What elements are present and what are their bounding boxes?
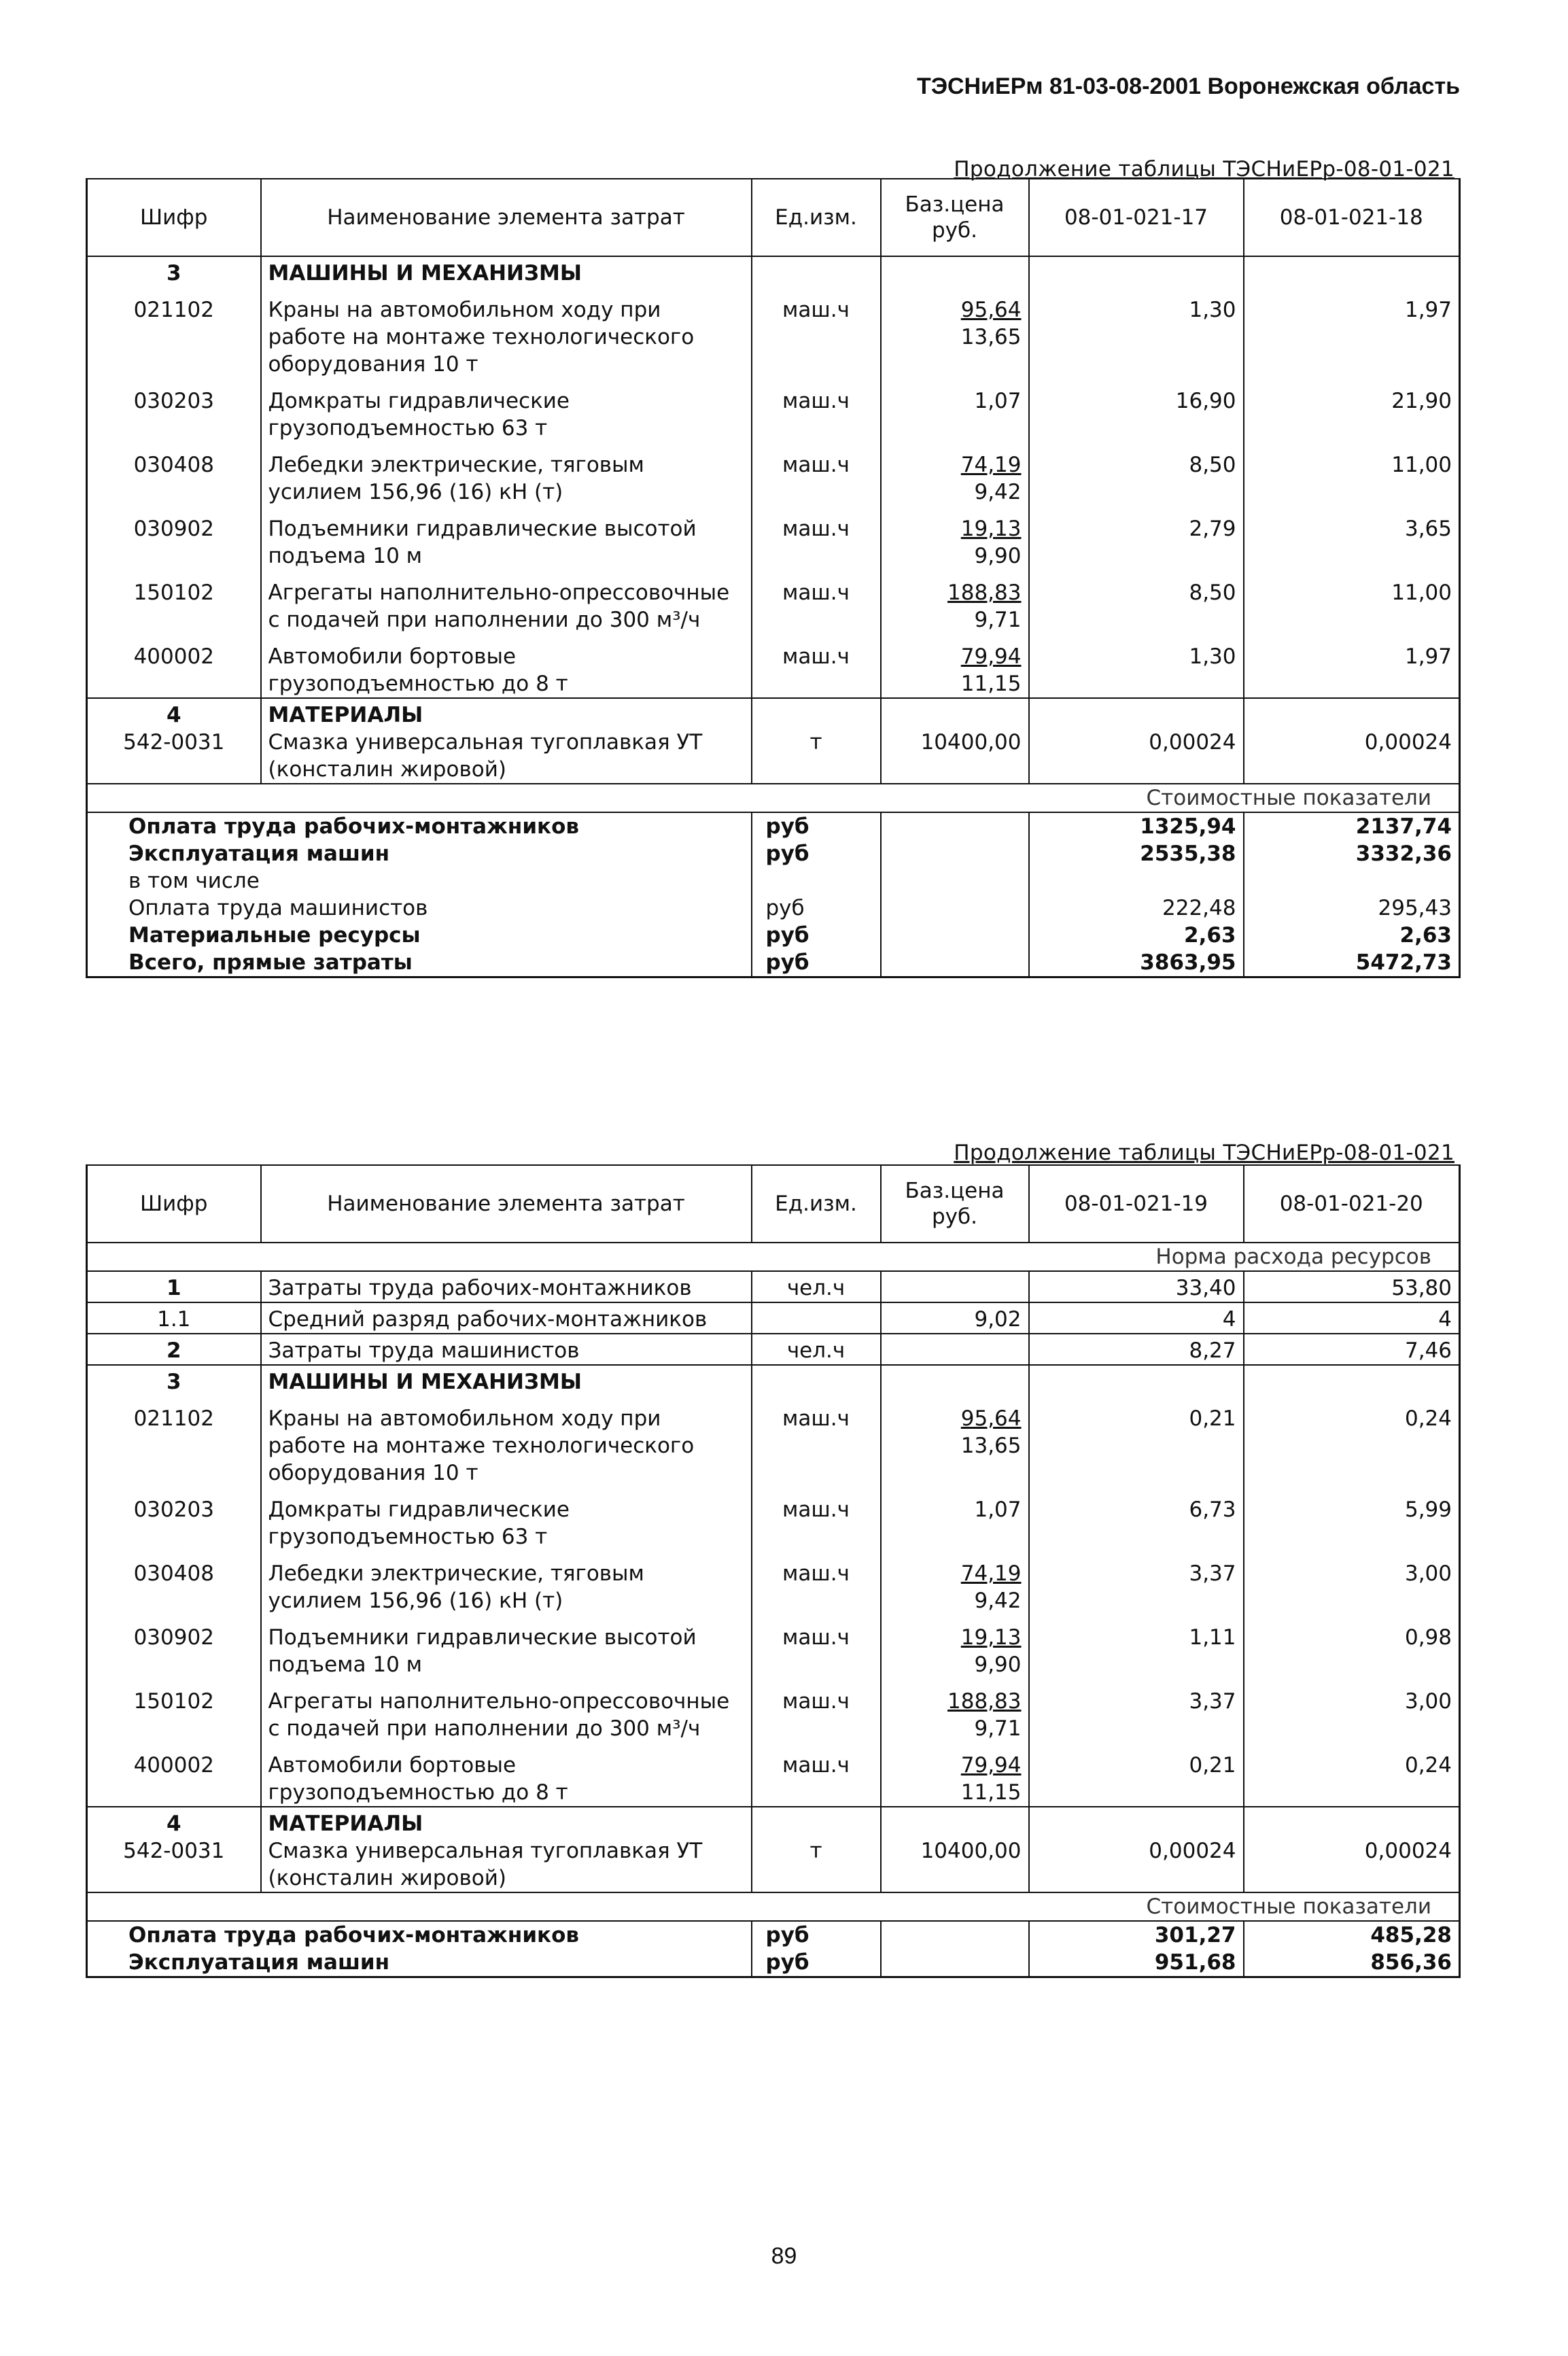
row-name: Затраты труда рабочих-монтажников [261,1271,752,1302]
price-secondary: 13,65 [960,325,1022,349]
cost-band-label: Стоимостные показатели [87,1892,1460,1921]
row-value-a: 33,40 [1029,1271,1244,1302]
row-price: 9,02 [881,1302,1029,1334]
section-title: МАТЕРИАЛЫ [261,1807,752,1837]
section-header [87,698,1460,729]
row-code: 542-0031 [87,729,261,784]
summary-unit: руб [752,949,881,977]
summary-value-a: 2535,38 [1029,840,1244,867]
row-value-b: 11,00 [1244,442,1460,506]
empty-cell [881,1949,1029,1977]
row-value-a: 4 [1029,1302,1244,1334]
labor-row [87,1271,1460,1302]
row-unit: маш.ч [752,1678,881,1742]
section-title: МАТЕРИАЛЫ [261,698,752,729]
row-value-b: 3,00 [1244,1551,1460,1614]
empty-cell [752,1807,881,1837]
column-header-b: 08-01-021-20 [1244,1165,1460,1243]
empty-cell [1029,256,1244,287]
row-name: Автомобили бортовые грузоподъемностью до 8 т [261,634,752,698]
cost-band [87,784,1460,812]
row-value-b: 21,90 [1244,378,1460,442]
row-price: 10400,00 [881,729,1029,784]
summary-row [87,1921,1460,1949]
summary-unit: руб [752,840,881,867]
empty-cell [881,949,1029,977]
summary-unit: руб [752,1921,881,1949]
column-header-price: Баз.цена руб. [881,179,1029,256]
summary-label: Материальные ресурсы [87,922,752,949]
row-code: 021102 [87,1396,261,1487]
column-header-price: Баз.цена руб. [881,1165,1029,1243]
row-name: Подъемники гидравлические высотой подъема 10 м [261,506,752,570]
machine-row [87,442,1460,506]
summary-value-b: 5472,73 [1244,949,1460,977]
machine-row [87,634,1460,698]
row-price: 10400,00 [881,1837,1029,1892]
column-header-name: Наименование элемента затрат [261,1165,752,1243]
material-row [87,1837,1460,1892]
row-value-a: 16,90 [1029,378,1244,442]
row-name: Автомобили бортовые грузоподъемностью до 8 т [261,1742,752,1807]
summary-value-b [1244,867,1460,895]
machine-row [87,1678,1460,1742]
summary-row [87,922,1460,949]
summary-row [87,812,1460,840]
empty-cell [1244,1807,1460,1837]
row-value-a: 1,11 [1029,1614,1244,1678]
empty-cell [881,922,1029,949]
empty-cell [1029,1807,1244,1837]
row-value-b: 11,00 [1244,570,1460,634]
column-header-unit: Ед.изм. [752,1165,881,1243]
price-secondary: 11,15 [960,672,1022,696]
row-value-b: 5,99 [1244,1487,1460,1551]
row-code: 150102 [87,570,261,634]
empty-cell [1244,698,1460,729]
cost-band [87,1892,1460,1921]
row-value-b: 1,97 [1244,634,1460,698]
section-header [87,1365,1460,1396]
labor-row [87,1334,1460,1365]
section-header [87,1807,1460,1837]
row-code: 400002 [87,1742,261,1807]
price-value: 79,94 [960,644,1022,669]
price-secondary: 9,71 [974,1716,1022,1741]
empty-cell [881,840,1029,867]
row-value-a: 1,30 [1029,287,1244,378]
price-value: 95,64 [960,298,1022,322]
empty-cell [881,867,1029,895]
row-unit: чел.ч [752,1334,881,1365]
row-name: Подъемники гидравлические высотой подъема 10 м [261,1614,752,1678]
price-value: 188,83 [947,581,1022,605]
row-value-a: 0,00024 [1029,1837,1244,1892]
price-cell [881,1614,1029,1678]
summary-value-a [1029,867,1244,895]
row-name: Смазка универсальная тугоплавкая УТ (консталин жировой) [261,729,752,784]
price-secondary: 9,71 [974,608,1022,632]
summary-unit: руб [752,895,881,922]
row-code: 1 [87,1271,261,1302]
row-value-a: 0,21 [1029,1742,1244,1807]
column-header-b: 08-01-021-18 [1244,179,1460,256]
empty-cell [752,698,881,729]
empty-cell [752,256,881,287]
section-title: МАШИНЫ И МЕХАНИЗМЫ [261,1365,752,1396]
row-value-b: 0,98 [1244,1614,1460,1678]
empty-cell [881,1921,1029,1949]
labor-row [87,1302,1460,1334]
machine-row [87,570,1460,634]
column-header-code: Шифр [87,179,261,256]
machine-row [87,1487,1460,1551]
row-value-b: 4 [1244,1302,1460,1334]
row-name: Краны на автомобильном ходу при работе на монтаже технологического оборудования 10 т [261,287,752,378]
resource-table-2 [86,1164,1461,1978]
section-header [87,256,1460,287]
column-header-unit: Ед.изм. [752,179,881,256]
row-unit: маш.ч [752,570,881,634]
machine-row [87,1742,1460,1807]
summary-row [87,1949,1460,1977]
row-code: 030408 [87,1551,261,1614]
summary-value-b: 856,36 [1244,1949,1460,1977]
page-number: 89 [771,2243,797,2269]
empty-cell [752,1365,881,1396]
price-value: 1,07 [974,389,1022,413]
price-cell [881,1396,1029,1487]
price-cell [881,287,1029,378]
row-name: Агрегаты наполнительно-опрессовочные с подачей при наполнении до 300 м³/ч [261,1678,752,1742]
price-value: 19,13 [960,517,1022,541]
price-cell [881,442,1029,506]
row-value-a: 1,30 [1029,634,1244,698]
row-unit: маш.ч [752,1396,881,1487]
summary-unit: руб [752,812,881,840]
row-unit: маш.ч [752,287,881,378]
row-unit: маш.ч [752,1487,881,1551]
row-code: 030203 [87,378,261,442]
row-code: 150102 [87,1678,261,1742]
column-header-a: 08-01-021-17 [1029,179,1244,256]
price-cell [881,634,1029,698]
price-cell [881,570,1029,634]
price-secondary: 9,90 [974,1652,1022,1677]
row-code: 1.1 [87,1302,261,1334]
row-value-a: 0,21 [1029,1396,1244,1487]
summary-label: в том числе [87,867,752,895]
section-title: МАШИНЫ И МЕХАНИЗМЫ [261,256,752,287]
table-header [87,179,1460,256]
row-code: 030902 [87,1614,261,1678]
row-value-b: 0,24 [1244,1742,1460,1807]
norm-band-label: Норма расхода ресурсов [87,1243,1460,1271]
machine-row [87,506,1460,570]
row-value-b: 53,80 [1244,1271,1460,1302]
empty-cell [1244,1365,1460,1396]
empty-cell [1244,256,1460,287]
empty-cell [881,256,1029,287]
row-value-b: 3,00 [1244,1678,1460,1742]
machine-row [87,1614,1460,1678]
row-code: 030902 [87,506,261,570]
row-value-a: 8,50 [1029,442,1244,506]
empty-cell [881,698,1029,729]
section-code: 3 [87,256,261,287]
summary-value-a: 2,63 [1029,922,1244,949]
machine-row [87,378,1460,442]
summary-label: Эксплуатация машин [87,840,752,867]
price-secondary: 9,90 [974,544,1022,568]
row-unit: маш.ч [752,1742,881,1807]
price-cell [881,1551,1029,1614]
row-value-a: 8,50 [1029,570,1244,634]
row-name: Краны на автомобильном ходу при работе на монтаже технологического оборудования 10 т [261,1396,752,1487]
row-unit: маш.ч [752,1551,881,1614]
machine-row [87,287,1460,378]
summary-row [87,840,1460,867]
price-value: 79,94 [960,1753,1022,1778]
empty-cell [881,1365,1029,1396]
row-code: 400002 [87,634,261,698]
row-value-a: 3,37 [1029,1551,1244,1614]
price-value: 1,07 [974,1497,1022,1522]
summary-value-b: 2,63 [1244,922,1460,949]
summary-label: Оплата труда рабочих-монтажников [87,1921,752,1949]
row-code: 030203 [87,1487,261,1551]
empty-cell [881,895,1029,922]
resource-table-1 [86,178,1461,978]
summary-unit [752,867,881,895]
cost-band-label: Стоимостные показатели [87,784,1460,812]
summary-value-b: 2137,74 [1244,812,1460,840]
row-value-b: 3,65 [1244,506,1460,570]
row-name: Затраты труда машинистов [261,1334,752,1365]
summary-value-a: 951,68 [1029,1949,1244,1977]
row-unit: маш.ч [752,378,881,442]
price-cell [881,506,1029,570]
row-unit: чел.ч [752,1271,881,1302]
row-value-b: 0,00024 [1244,729,1460,784]
price-secondary: 11,15 [960,1780,1022,1805]
row-value-b: 1,97 [1244,287,1460,378]
price-secondary: 13,65 [960,1434,1022,1458]
row-name: Лебедки электрические, тяговым усилием 156,96 (16) кН (т) [261,442,752,506]
row-unit: маш.ч [752,442,881,506]
row-name: Лебедки электрические, тяговым усилием 156,96 (16) кН (т) [261,1551,752,1614]
row-value-b: 7,46 [1244,1334,1460,1365]
section-code: 3 [87,1365,261,1396]
price-cell [881,1742,1029,1807]
column-header-name: Наименование элемента затрат [261,179,752,256]
row-name: Домкраты гидравлические грузоподъемностью 63 т [261,1487,752,1551]
summary-label: Оплата труда рабочих-монтажников [87,812,752,840]
column-header-a: 08-01-021-19 [1029,1165,1244,1243]
machine-row [87,1551,1460,1614]
summary-unit: руб [752,1949,881,1977]
table1-caption: Продолжение таблицы ТЭСНиЕРр-08-01-021 [954,157,1454,181]
empty-cell [881,1807,1029,1837]
table2-caption: Продолжение таблицы ТЭСНиЕРр-08-01-021 [954,1141,1454,1165]
row-unit: т [752,1837,881,1892]
row-code: 542-0031 [87,1837,261,1892]
machine-row [87,1396,1460,1487]
row-unit: маш.ч [752,634,881,698]
summary-row [87,895,1460,922]
summary-value-a: 301,27 [1029,1921,1244,1949]
summary-unit: руб [752,922,881,949]
document-header: ТЭСНиЕРм 81-03-08-2001 Воронежская область [917,73,1460,99]
row-value-a: 6,73 [1029,1487,1244,1551]
price-secondary: 9,42 [974,480,1022,504]
summary-row [87,867,1460,895]
price-secondary: 9,42 [974,1589,1022,1613]
price-value: 95,64 [960,1406,1022,1431]
price-value: 188,83 [947,1689,1022,1714]
summary-label: Оплата труда машинистов [87,895,752,922]
summary-value-a: 222,48 [1029,895,1244,922]
summary-value-b: 485,28 [1244,1921,1460,1949]
summary-label: Всего, прямые затраты [87,949,752,977]
row-code: 2 [87,1334,261,1365]
price-cell [881,1487,1029,1551]
section-code: 4 [87,1807,261,1837]
row-value-a: 0,00024 [1029,729,1244,784]
column-header-code: Шифр [87,1165,261,1243]
summary-label: Эксплуатация машин [87,1949,752,1977]
row-unit: маш.ч [752,506,881,570]
summary-value-b: 295,43 [1244,895,1460,922]
empty-cell [881,812,1029,840]
row-value-a: 8,27 [1029,1334,1244,1365]
row-unit [752,1302,881,1334]
row-name: Смазка универсальная тугоплавкая УТ (консталин жировой) [261,1837,752,1892]
table-header [87,1165,1460,1243]
empty-cell [1029,698,1244,729]
row-value-a: 3,37 [1029,1678,1244,1742]
row-value-b: 0,24 [1244,1396,1460,1487]
price-value: 74,19 [960,1561,1022,1586]
row-name: Средний разряд рабочих-монтажников [261,1302,752,1334]
row-price [881,1334,1029,1365]
row-unit: т [752,729,881,784]
row-unit: маш.ч [752,1614,881,1678]
section-code: 4 [87,698,261,729]
summary-value-a: 1325,94 [1029,812,1244,840]
summary-value-b: 3332,36 [1244,840,1460,867]
price-value: 74,19 [960,453,1022,477]
norm-band [87,1243,1460,1271]
row-code: 021102 [87,287,261,378]
price-cell [881,1678,1029,1742]
price-cell [881,378,1029,442]
material-row [87,729,1460,784]
row-code: 030408 [87,442,261,506]
row-value-a: 2,79 [1029,506,1244,570]
summary-value-a: 3863,95 [1029,949,1244,977]
row-price [881,1271,1029,1302]
price-value: 19,13 [960,1625,1022,1650]
row-value-b: 0,00024 [1244,1837,1460,1892]
summary-row [87,949,1460,977]
empty-cell [1029,1365,1244,1396]
row-name: Агрегаты наполнительно-опрессовочные с подачей при наполнении до 300 м³/ч [261,570,752,634]
row-name: Домкраты гидравлические грузоподъемностью 63 т [261,378,752,442]
